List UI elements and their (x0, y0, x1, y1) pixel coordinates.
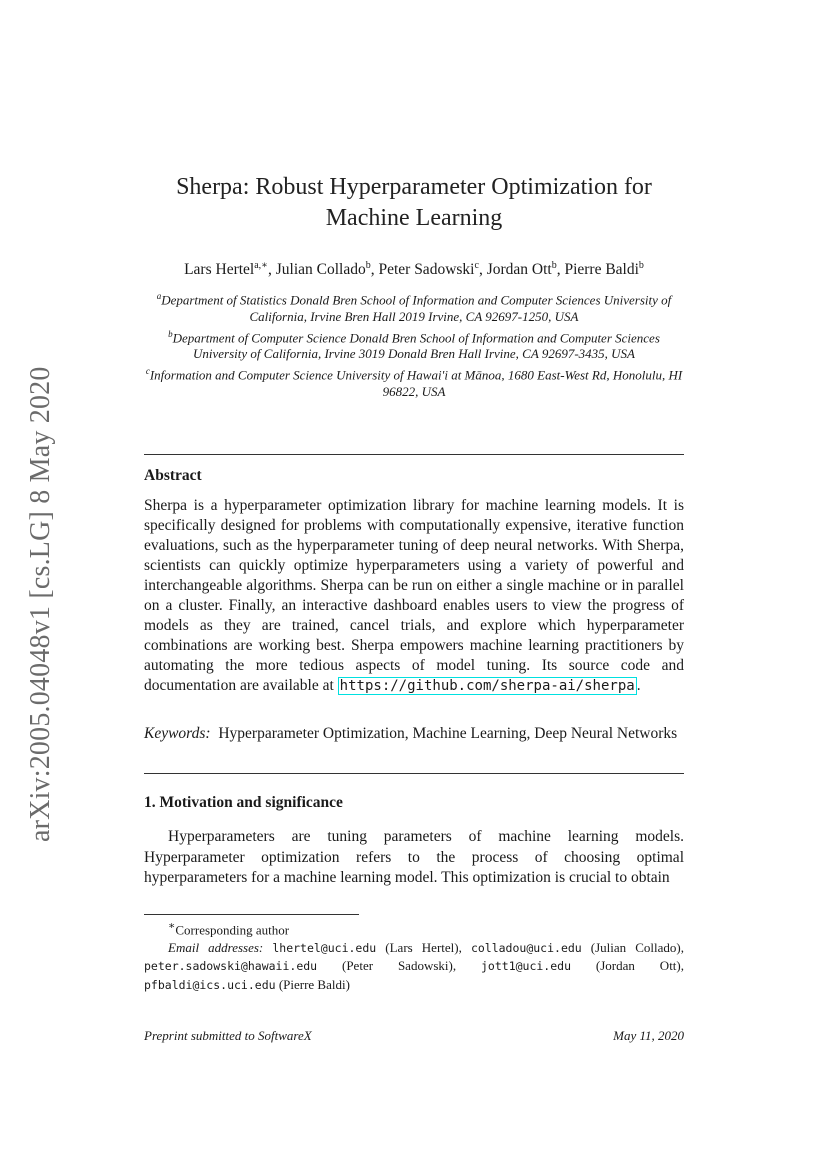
author-affil-mark: b (551, 260, 557, 271)
footnote-emails (144, 939, 684, 995)
author-affil-mark: c (474, 260, 479, 271)
arxiv-sidebar-stamp: arXiv:2005.04048v1 [cs.LG] 8 May 2020 (25, 366, 56, 842)
footnote-corresponding-text: Corresponding author (175, 922, 290, 938)
author-affil-mark: b (365, 260, 371, 271)
abstract-text: Sherpa is a hyperparameter optimization library for machine learning models. It is specifically designed for problems with computationally expensive, iterative function evaluations, such as the hyperparameter tuning of deep neural networks. With Sherpa, scientists can quickly optimize hyperparameters using a variety of powerful and interchangeable algorithms. Sherpa can be run on either a single machine or in parallel on a cluster. Finally, an interactive dashboard enables users to view the progress of models as they are trained, cancel trials, and explore which hyperparameter combinations are working best. Sherpa empowers machine learning practitioners by automating the more tedious aspects of model tuning. Its source code and documentation are available at (144, 497, 684, 694)
affil-text: Information and Computer Science University of Hawai'i at Mānoa, 1680 East-West Rd, Honolulu, HI 96822, USA (149, 367, 683, 399)
affil-mark: b (168, 328, 173, 339)
source-code-link[interactable]: https://github.com/sherpa-ai/sherpa (339, 678, 635, 694)
affil-mark: c (145, 366, 150, 377)
title-line-2: Machine Learning (325, 205, 503, 231)
abstract-body (144, 496, 684, 696)
email-link[interactable]: colladou@uci.edu (470, 940, 582, 955)
affiliation-a (144, 288, 684, 326)
footnote-corresponding (144, 918, 684, 939)
affil-text: Department of Statistics Donald Bren School of Information and Computer Sciences University of California, Irvine Bren Hall 2019 Irvine, CA 92697-1250, USA (161, 292, 672, 324)
affiliations (144, 288, 684, 401)
footnote-rule (144, 914, 359, 915)
email-link[interactable]: peter.sadowski@hawaii.edu (144, 959, 318, 974)
email-link[interactable]: jott1@uci.edu (481, 959, 572, 974)
author-list: Lars Hertel$^{a,∗}$, Julian Collado$^b$, Peter Sadowski$^c$, Jordan Ott$^b$, Pierre Baldi$^b$ (184, 260, 644, 279)
email-owner: (Pierre Baldi) (278, 976, 350, 992)
email-link[interactable]: pfbaldi@ics.uci.edu (144, 977, 276, 992)
email-owner: (Peter Sadowski), (342, 958, 457, 974)
email-link[interactable]: lhertel@uci.edu (272, 940, 377, 955)
author-name: Julian Collado (275, 261, 366, 279)
author-name: Peter Sadowski (378, 261, 475, 279)
keywords-text: Hyperparameter Optimization, Machine Learning, Deep Neural Networks (218, 725, 678, 742)
section-paragraph: Hyperparameters are tuning parameters of machine learning models. Hyperparameter optimization refers to the process of choosing optimal hyperparameters for a machine learning model. This optimization is crucial to obtain (144, 828, 684, 886)
author-affil-mark: b (638, 260, 644, 271)
affil-mark: a (156, 291, 162, 301)
affiliation-c (144, 363, 684, 401)
abstract-top-rule (144, 454, 684, 455)
section-heading: 1. Motivation and significance (144, 794, 343, 811)
abstract-bottom-rule (144, 773, 684, 774)
email-owner: (Jordan Ott), (595, 958, 685, 974)
author-name: Jordan Ott (486, 261, 552, 279)
author-name: Pierre Baldi (564, 261, 639, 279)
email-owner: (Julian Collado), (590, 939, 684, 955)
preprint-date: May 11, 2020 (613, 1028, 684, 1043)
keywords-label: Keywords: (144, 725, 211, 742)
preprint-note: Preprint submitted to SoftwareX (144, 1028, 312, 1043)
email-owner: (Lars Hertel), (385, 939, 462, 955)
paper-title (144, 172, 684, 234)
author-name: Lars Hertel (184, 261, 255, 279)
abstract-end: . (636, 677, 641, 694)
email-label: Email addresses: (168, 939, 264, 955)
affiliation-b (144, 326, 684, 364)
footnote-mark: ∗ (168, 920, 176, 932)
abstract-heading: Abstract (144, 467, 202, 484)
author-affil-mark: a,∗ (254, 260, 268, 271)
keywords (144, 724, 684, 744)
affil-text: Department of Computer Science Donald Bren School of Information and Computer Sciences University of California, Irvine 3019 Donald Bren Hall Irvine, CA 92697-3435, USA (172, 329, 660, 362)
title-line-1: Sherpa: Robust Hyperparameter Optimization for (176, 174, 652, 200)
footnote (144, 918, 684, 994)
